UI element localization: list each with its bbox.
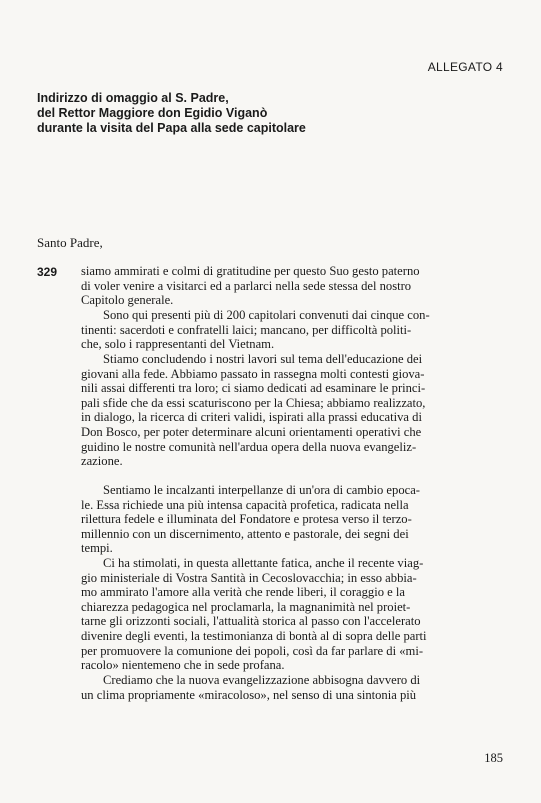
text-line: per promuovere la comunione dei popoli, così da far parlare di «mi- (81, 643, 424, 658)
text-line: Stiamo concludendo i nostri lavori sul tema dell'educazione dei (103, 352, 423, 366)
text-line: chiarezza pedagogica nel proclamarla, la magnanimità nel proiet- (81, 599, 411, 614)
title-line: del Rettor Maggiore don Egidio Viganò (37, 106, 268, 120)
text-line: di voler venire a visitarci ed a parlarci nella sede stessa del nostro (81, 278, 412, 293)
text-line: divenire degli eventi, la testimonianza di bontà al di sopra delle parti (81, 628, 427, 643)
paragraph-6 (81, 673, 501, 702)
text-line: gio ministeriale di Vostra Santità in Cecoslovacchia; in esso abbia- (81, 570, 417, 585)
text-line: pali sfide che da essi scaturiscono per la Chiesa; abbiamo realizzato, (81, 395, 426, 410)
text-line: tinenti: sacerdoti e confratelli laici; mancano, per difficoltà politi- (81, 322, 412, 337)
text-line: Capitolo generale. (81, 293, 174, 308)
page-number: 185 (484, 751, 503, 765)
text-line: giovani alla fede. Abbiamo passato in rassegna molti contesti giova- (81, 366, 425, 381)
text-line: un clima propriamente «miracoloso», nel senso di una sintonia più (81, 687, 417, 702)
text-line: che, solo i rappresentanti del Vietnam. (81, 337, 275, 352)
title-line: Indirizzo di omaggio al S. Padre, (37, 91, 229, 105)
paragraph-4 (81, 483, 501, 556)
text-line: Sono qui presenti più di 200 capitolari convenuti dai cinque con- (103, 308, 430, 322)
allegato-label: ALLEGATO 4 (427, 60, 503, 74)
paragraph-3 (81, 352, 501, 469)
text-line: tarne gli orizzonti sociali, l'attualità storica al passo con l'accelerato (81, 614, 421, 629)
text-line: rilettura fedele e illuminata del Fondatore e protesa verso il terzo- (81, 512, 412, 527)
paragraph-2 (81, 308, 501, 352)
text-line: Don Bosco, per poter determinare alcuni orientamenti operativi che (81, 424, 422, 439)
paragraph-1 (81, 264, 501, 308)
text-line: Sentiamo le incalzanti interpellanze di un'ora di cambio epoca- (103, 483, 420, 497)
text-line: mo ammirato l'amore alla verità che rende liberi, il coraggio e la (81, 585, 405, 600)
text-line: Crediamo che la nuova evangelizzazione abbisogna davvero di (103, 673, 421, 687)
text-line: racolo» nientemeno che in sede profana. (81, 658, 285, 673)
salutation: Santo Padre, (37, 235, 103, 250)
text-line: zazione. (81, 454, 123, 469)
text-line: nili assai differenti tra loro; ci siamo dedicati ad esaminare le princi- (81, 381, 426, 396)
document-title (37, 91, 497, 136)
paragraph-number: 329 (37, 265, 58, 279)
text-line: Ci ha stimolati, in questa allettante fatica, anche il recente viag- (103, 556, 424, 570)
text-line: le. Essa richiede una più intensa capacità profetica, radicata nella (81, 497, 409, 512)
text-line: in dialogo, la ricerca di criteri validi, ispirati alla prassi educativa di (81, 410, 422, 425)
text-line: tempi. (81, 541, 113, 556)
paragraph-5 (81, 556, 501, 673)
text-line: millennio con un discernimento, attento e pastorale, dei segni dei (81, 526, 409, 541)
text-line: siamo ammirati e colmi di gratitudine per questo Suo gesto paterno (81, 264, 420, 278)
title-line: durante la visita del Papa alla sede capitolare (37, 121, 306, 135)
text-line: guidino le nostre comunità nell'ardua opera della nuova evangeliz- (81, 439, 417, 454)
